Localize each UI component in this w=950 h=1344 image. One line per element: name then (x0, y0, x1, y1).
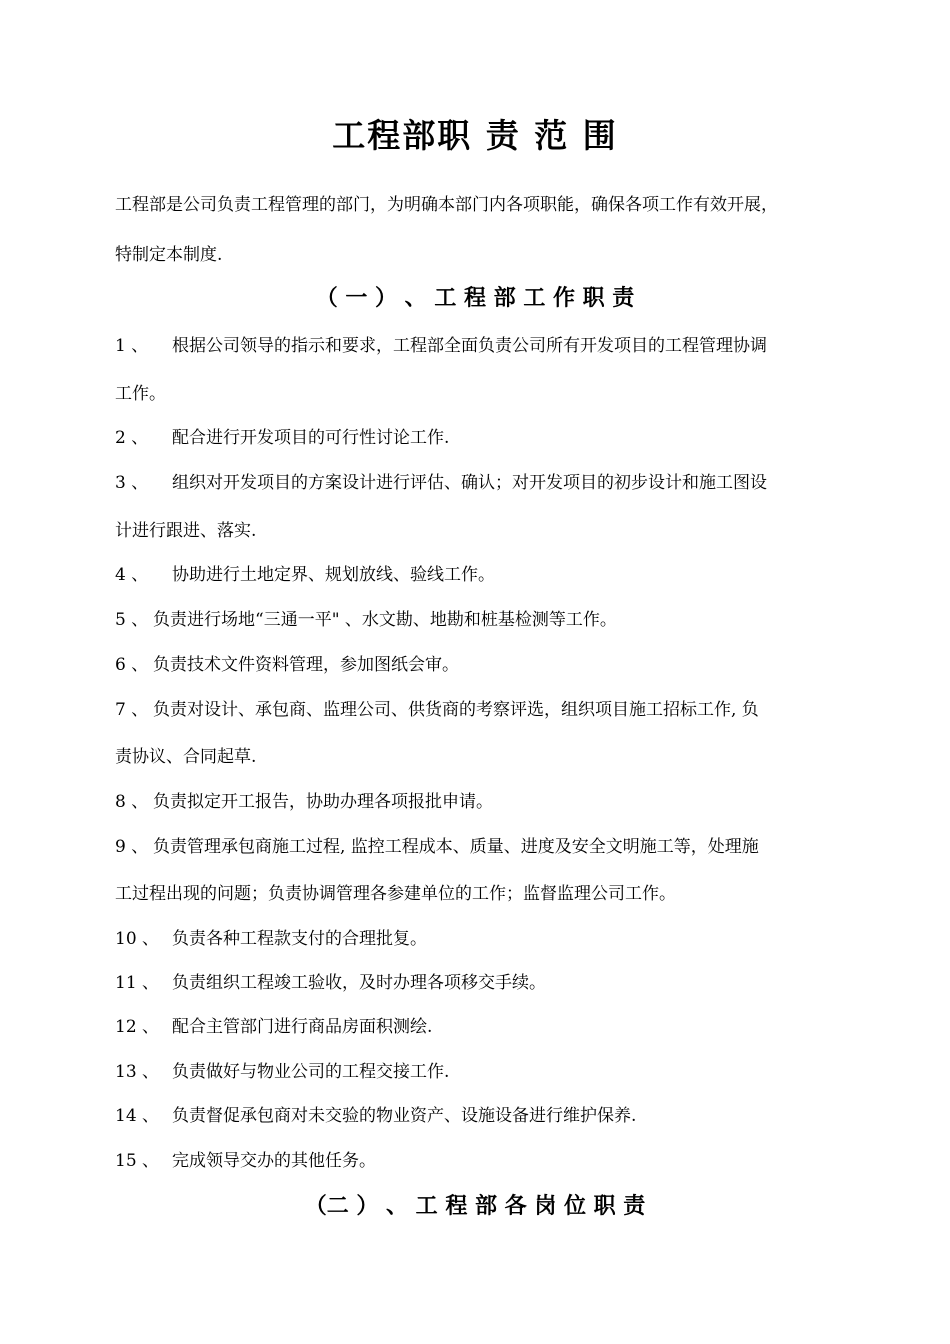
item-number: 7 、 (115, 700, 149, 720)
list-item-3 (115, 471, 767, 495)
item-text: 负责各种工程款支付的合理批复。 (172, 929, 427, 949)
item-number: 2 、 (115, 428, 149, 448)
item-number: 9 、 (115, 837, 149, 857)
item-number: 6 、 (115, 655, 149, 675)
item-text: 协助进行土地定界、规划放线、验线工作。 (172, 565, 495, 585)
list-item-7-cont (115, 745, 256, 769)
list-item-9-cont (115, 882, 676, 906)
item-text: 计进行跟进、落实. (115, 521, 257, 541)
item-number: 11 、 (115, 973, 160, 993)
list-item-8 (115, 790, 493, 814)
list-item-7 (115, 698, 759, 722)
item-number: 12 、 (115, 1017, 160, 1037)
list-item-3-cont (115, 519, 256, 543)
list-item-5 (115, 608, 617, 632)
list-item-4 (115, 563, 495, 587)
document-title: 工程部职 责 范 围 (332, 116, 618, 155)
list-item-11 (115, 971, 546, 995)
item-text: 负责管理承包商施工过程, 监控工程成本、质量、进度及安全文明施工等，处理施 (153, 837, 759, 857)
item-number: 14 、 (115, 1106, 160, 1126)
item-text: 工过程出现的问题；负责协调管理各参建单位的工作；监督监理公司工作。 (115, 884, 676, 904)
item-text: 责协议、合同起草. (115, 747, 257, 767)
section-heading-2: （二 ） 、 工 程 部 各 岗 位 职 责 (304, 1194, 646, 1219)
item-text: 负责技术文件资料管理，参加图纸会审。 (153, 655, 459, 675)
list-item-2 (115, 426, 449, 450)
item-text: 负责做好与物业公司的工程交接工作. (172, 1062, 450, 1082)
section-heading-1: （ 一 ） 、 工 程 部 工 作 职 责 (315, 286, 635, 311)
item-text: 负责对设计、承包商、监理公司、供货商的考察评选，组织项目施工招标工作, 负 (153, 700, 759, 720)
list-item-10 (115, 927, 427, 951)
item-number: 10 、 (115, 929, 160, 949)
item-text: 配合主管部门进行商品房面积测绘. (172, 1017, 433, 1037)
item-text: 完成领导交办的其他任务。 (172, 1151, 376, 1171)
list-item-9 (115, 835, 759, 859)
item-text: 负责拟定开工报告，协助办理各项报批申请。 (153, 792, 493, 812)
item-text: 负责组织工程竣工验收，及时办理各项移交手续。 (172, 973, 546, 993)
list-item-13 (115, 1060, 449, 1084)
intro-line-2: 特制定本制度. (115, 245, 223, 265)
list-item-6 (115, 653, 459, 677)
intro-line-1: 工程部是公司负责工程管理的部门，为明确本部门内各项职能，确保各项工作有效开展， (115, 195, 778, 215)
item-number: 5 、 (115, 610, 149, 630)
item-text: 工作。 (115, 384, 166, 404)
list-item-1-cont (115, 382, 166, 406)
item-text: 配合进行开发项目的可行性讨论工作. (172, 428, 450, 448)
item-number: 13 、 (115, 1062, 160, 1082)
list-item-15 (115, 1149, 376, 1173)
item-number: 4 、 (115, 565, 149, 585)
item-text: 负责进行场地“三通一平" 、水文勘、地勘和桩基检测等工作。 (153, 610, 617, 630)
list-item-12 (115, 1015, 432, 1039)
item-number: 3 、 (115, 473, 149, 493)
list-item-14 (115, 1104, 636, 1128)
item-text: 根据公司领导的指示和要求，工程部全面负责公司所有开发项目的工程管理协调 (172, 336, 767, 356)
item-text: 负责督促承包商对未交验的物业资产、设施设备进行维护保养. (172, 1106, 637, 1126)
list-item-1 (115, 334, 767, 358)
item-number: 1 、 (115, 336, 149, 356)
item-text: 组织对开发项目的方案设计进行评估、确认；对开发项目的初步设计和施工图设 (172, 473, 767, 493)
item-number: 8 、 (115, 792, 149, 812)
item-number: 15 、 (115, 1151, 160, 1171)
